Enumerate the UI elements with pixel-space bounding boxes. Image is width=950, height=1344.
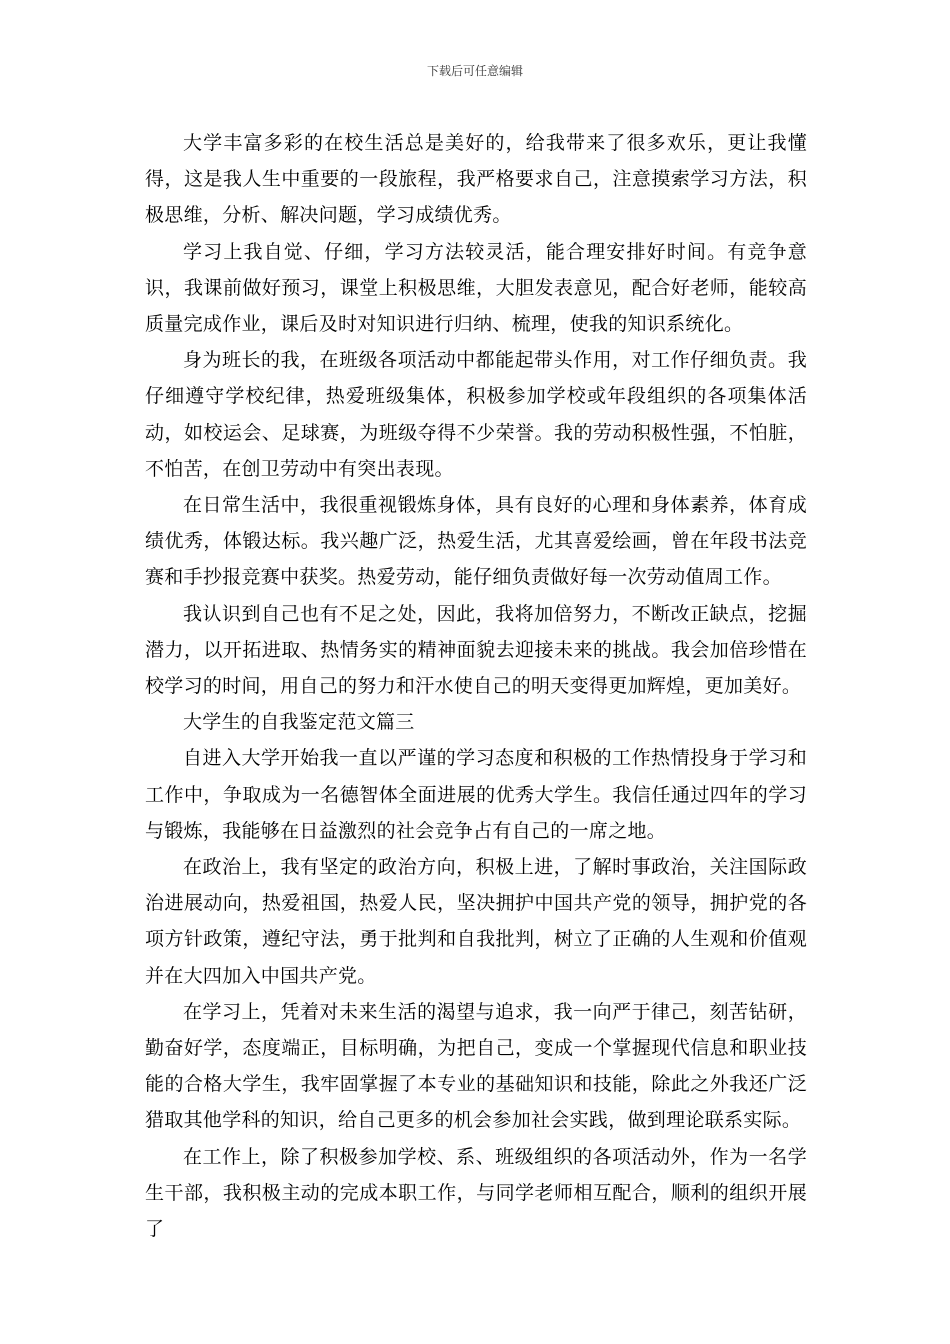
section-heading: 大学生的自我鉴定范文篇三 bbox=[183, 711, 415, 734]
paragraph: 在工作上，除了积极参加学校、系、班级组织的各项活动外，作为一名学生干部，我积极主动的完成本职工作，与同学老师相互配合，顺利的组织开展了 bbox=[145, 1145, 807, 1241]
paragraph: 在学习上，凭着对未来生活的渴望与追求，我一向严于律己，刻苦钻研，勤奋好学，态度端正，目标明确，为把自己，变成一个掌握现代信息和职业技能的合格大学生，我牢固掌握了本专业的基础知识和技能，除此之外我还广泛猎取其他学科的知识，给自己更多的机会参加社会实践，做到理论联系实际。 bbox=[145, 1000, 807, 1132]
document-body bbox=[145, 125, 807, 1247]
paragraph: 大学丰富多彩的在校生活总是美好的，给我带来了很多欢乐，更让我懂得，这是我人生中重要的一段旅程，我严格要求自己，注意摸索学习方法，积极思维，分析、解决问题，学习成绩优秀。 bbox=[145, 132, 807, 227]
paragraph: 自进入大学开始我一直以严谨的学习态度和积极的工作热情投身于学习和工作中，争取成为一名德智体全面进展的优秀大学生。我信任通过四年的学习与锻炼，我能够在日益激烈的社会竞争占有自己的一席之地。 bbox=[145, 747, 807, 842]
paragraph: 在日常生活中，我很重视锻炼身体，具有良好的心理和身体素养，体育成绩优秀，体锻达标。我兴趣广泛，热爱生活，尤其喜爱绘画，曾在年段书法竞赛和手抄报竞赛中获奖。热爱劳动，能仔细负责做好每一次劳动值周工作。 bbox=[145, 494, 807, 589]
paragraph: 我认识到自己也有不足之处，因此，我将加倍努力，不断改正缺点，挖掘潜力，以开拓进取、热情务实的精神面貌去迎接未来的挑战。我会加倍珍惜在校学习的时间，用自己的努力和汗水使自己的明天变得更加辉煌，更加美好。 bbox=[145, 602, 807, 698]
paragraph: 在政治上，我有坚定的政治方向，积极上进，了解时事政治，关注国际政治进展动向，热爱祖国，热爱人民，坚决拥护中国共产党的领导，拥护党的各项方针政策，遵纪守法，勇于批判和自我批判，树立了正确的人生观和价值观并在大四加入中国共产党。 bbox=[145, 856, 807, 987]
paragraph: 身为班长的我，在班级各项活动中都能起带头作用，对工作仔细负责。我仔细遵守学校纪律，热爱班级集体，积极参加学校或年段组织的各项集体活动，如校运会、足球赛，为班级夺得不少荣誉。我的劳动积极性强，不怕脏，不怕苦，在创卫劳动中有突出表现。 bbox=[145, 349, 807, 480]
paragraph: 学习上我自觉、仔细，学习方法较灵活，能合理安排好时间。有竞争意识，我课前做好预习，课堂上积极思维，大胆发表意见，配合好老师，能较高质量完成作业，课后及时对知识进行归纳、梳理，使我的知识系统化。 bbox=[145, 240, 807, 336]
page-header: 下载后可任意编辑 bbox=[426, 64, 523, 78]
